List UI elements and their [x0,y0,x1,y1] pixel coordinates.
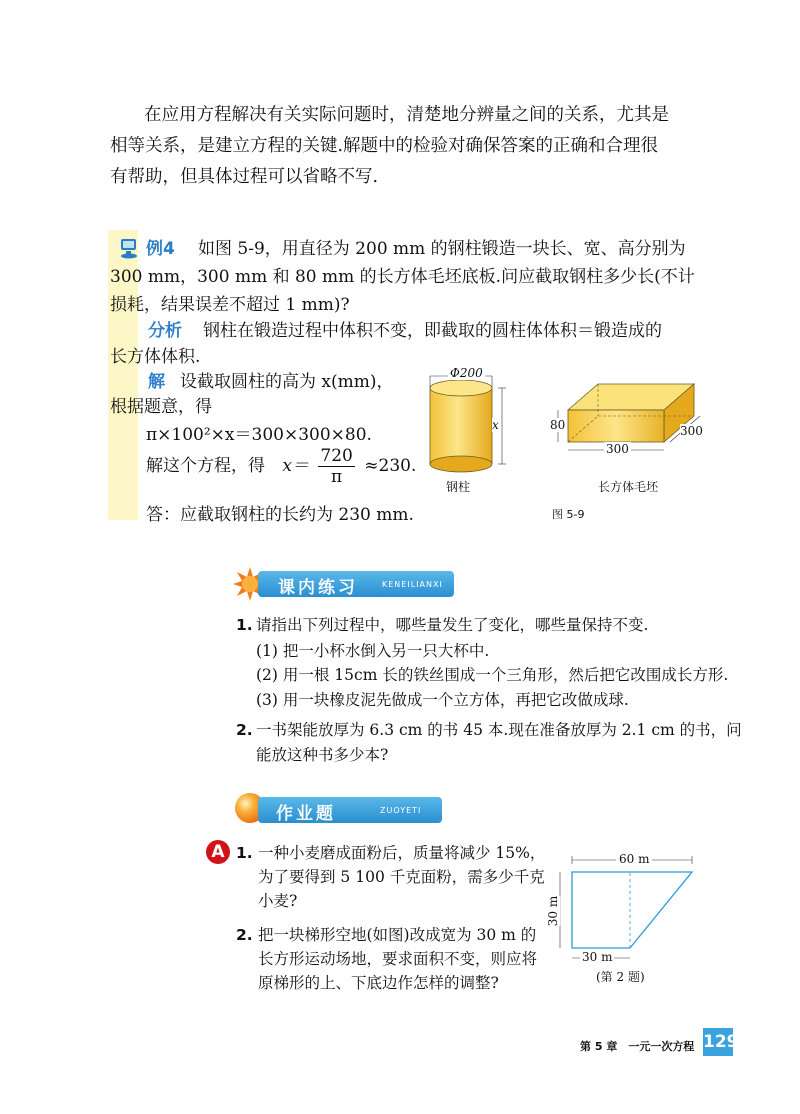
homework-q1-line: 一种小麦磨成面粉后，质量将减少 15%， [258,844,546,862]
intro-line: 相等关系，是建立方程的关键.解题中的检验对确保答案的正确和合理很 [110,136,659,156]
analysis-line: 长方体体积. [110,347,201,367]
practice-q2-number: 2. [236,721,253,739]
intro-paragraph [110,100,710,193]
practice-q2-line: 一书架能放厚为 6.3 cm 的书 45 本.现在准备放厚为 2.1 cm 的书，问 [256,721,742,739]
homework-q2-line: 把一块梯形空地(如图)改成宽为 30 m 的 [258,926,537,944]
trapezoid-top-label: 60 m [616,852,652,866]
homework-banner [258,797,442,823]
equation-1: π×100²×x＝300×300×80. [146,425,372,445]
trapezoid-caption: (第 2 题) [596,970,645,984]
homework-q2-number: 2. [236,926,253,944]
cuboid-caption: 长方体毛坯 [598,480,659,494]
solution-label: 解 [148,372,165,392]
practice-q1-text: 请指出下列过程中，哪些量发生了变化，哪些量保持不变. [256,616,649,634]
solution-line: 设截取圆柱的高为 x(mm)， [180,372,394,392]
analysis-label: 分析 [148,321,182,341]
analysis-line: 钢柱在锻造过程中体积不变，即截取的圆柱体体积＝锻造成的 [203,321,662,341]
intro-line: 有帮助，但具体过程可以省略不写. [110,167,379,187]
answer-line: 答：应截取钢柱的长约为 230 mm. [146,505,414,525]
equation-2 [146,446,416,487]
cylinder-diameter-label: Φ200 [450,366,483,380]
example-label: 例4 [146,239,175,259]
intro-line: 在应用方程解决有关实际问题时，清楚地分辨量之间的关系，尤其是 [144,105,669,125]
practice-q1-item: (2) 用一根 15cm 长的铁丝围成一个三角形，然后把它改围成长方形. [256,666,729,684]
fraction [318,446,354,487]
practice-title: 课内练习 [278,578,358,598]
homework-q1-line: 为了要得到 5 100 千克面粉，需多少千克 [258,868,545,886]
fraction-denominator: π [331,467,343,487]
chapter-footer: 第 5 章 一元一次方程 [580,1040,695,1053]
practice-q1-item: (3) 用一块橡皮泥先做成一个立方体，再把它改做成球. [256,691,629,709]
problem-line: 损耗，结果误差不超过 1 mm)? [110,295,350,315]
trapezoid-bottom-label: 30 m [582,950,613,964]
cuboid-width-label: 300 [680,424,703,438]
trapezoid-figure [550,850,720,970]
practice-q2-line: 能放这种书多少本? [256,746,389,764]
equation-2-prefix: 解这个方程，得 [146,456,265,476]
problem-line: 300 mm，300 mm 和 80 mm 的长方体毛坯底板.问应截取钢柱多少长(不计 [110,267,695,287]
homework-q1-number: 1. [236,844,253,862]
equation-2-suffix: ≈230. [364,456,417,476]
solution-line: 根据题意，得 [110,397,212,417]
cylinder-caption: 钢柱 [446,480,471,494]
practice-subtitle: KENEILIANXI [382,580,443,589]
trapezoid-side-label: 30 m [546,895,561,927]
cuboid-length-label: 300 [606,442,629,456]
problem-line: 如图 5-9，用直径为 200 mm 的钢柱锻造一块长、宽、高分别为 [198,239,686,259]
cuboid-height-label: 80 [550,418,566,432]
level-a-badge: A [206,840,230,864]
homework-q2-line: 原梯形的上、下底边作怎样的调整? [258,974,499,992]
cylinder-height-label: x [492,418,499,432]
homework-title: 作业题 [276,804,336,824]
homework-subtitle: ZUOYETI [380,806,422,815]
page-number: 129 [703,1028,733,1056]
practice-q1-number: 1. [236,616,253,634]
equation-2-var: x＝ [282,456,309,476]
computer-icon [118,236,142,260]
cylinder-figure [420,366,530,496]
homework-q2-line: 长方形运动场地，要求面积不变，则应将 [258,950,538,968]
fraction-numerator: 720 [320,446,353,466]
figure-caption: 图 5-9 [552,508,585,521]
practice-banner [258,571,454,597]
homework-q1-line: 小麦? [258,892,298,910]
practice-q1-item: (1) 把一小杯水倒入另一只大杯中. [256,642,490,660]
